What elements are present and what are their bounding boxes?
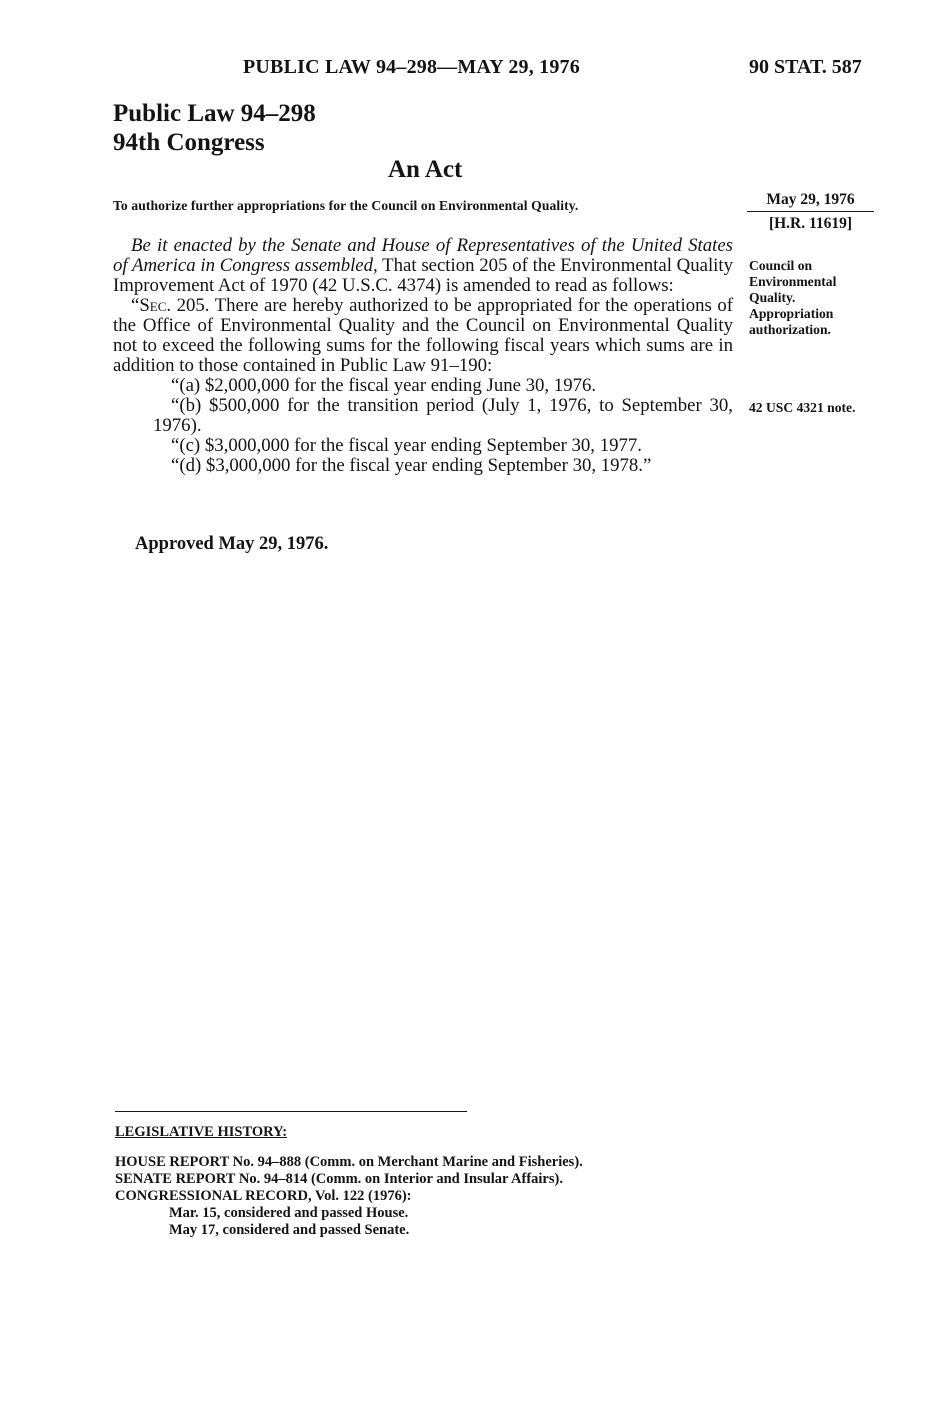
item-d: “(d) $3,000,000 for the fiscal year ending September 30, 1978.” [171,455,652,476]
act-purpose: To authorize further appropriations for the Council on Environmental Quality. [113,198,579,213]
history-subline: Mar. 15, considered and passed House. [169,1205,409,1221]
history-divider [115,1111,467,1112]
legislative-history [115,1124,583,1239]
stat-page-number: 90 STAT. 587 [749,56,862,78]
margin-date-block [747,191,874,233]
section-text: . 205. There are hereby authorized to be appropriated for the operations of the Office of Environmental Quality and the Council on Environmental Quality not to exceed the following sums for the following fiscal years which sums are in addition to those contained in Public Law 91–190: [113,295,733,376]
congress-label: 94th Congress [113,129,265,156]
enacting-clause-italic: Be it enacted by the Senate and House of Representatives of the United States of America in Congress assembled, [113,235,733,276]
running-head: PUBLIC LAW 94–298—MAY 29, 1976 [243,56,580,78]
margin-bill-number: [H.R. 11619] [768,215,853,232]
section-label: Sec [139,295,167,316]
act-body [113,236,733,476]
enacting-clause-text: That section 205 of the Environmental Quality Improvement Act of 1970 (42 U.S.C. 4374) is amended to read as follows: [113,255,733,296]
margin-note-usc: 42 USC 4321 note. [749,400,856,415]
law-number: Public Law 94–298 [113,100,316,127]
item-c: “(c) $3,000,000 for the fiscal year ending September 30, 1977. [171,435,642,456]
item-a: “(a) $2,000,000 for the fiscal year ending June 30, 1976. [171,375,597,396]
margin-note-council: Council on Environmental Quality. Appropriation authorization. [749,258,837,337]
enacting-clause [113,236,733,296]
section-205 [113,296,733,376]
history-line: CONGRESSIONAL RECORD, Vol. 122 (1976): [115,1188,412,1204]
margin-date: May 29, 1976 [766,191,855,208]
section-open-quote: “ [131,295,140,316]
item-b: “(b) $500,000 for the transition period (July 1, 1976, to September 30, 1976). [153,395,733,436]
history-title: LEGISLATIVE HISTORY: [115,1124,288,1140]
history-subline: May 17, considered and passed Senate. [169,1222,410,1238]
history-line: HOUSE REPORT No. 94–888 (Comm. on Merchant Marine and Fisheries). [115,1154,583,1170]
approved-date: Approved May 29, 1976. [135,534,329,554]
history-line: SENATE REPORT No. 94–814 (Comm. on Interior and Insular Affairs). [115,1171,563,1187]
act-heading: An Act [388,156,463,183]
law-title-block [113,99,316,157]
margin-date-rule [747,211,874,212]
